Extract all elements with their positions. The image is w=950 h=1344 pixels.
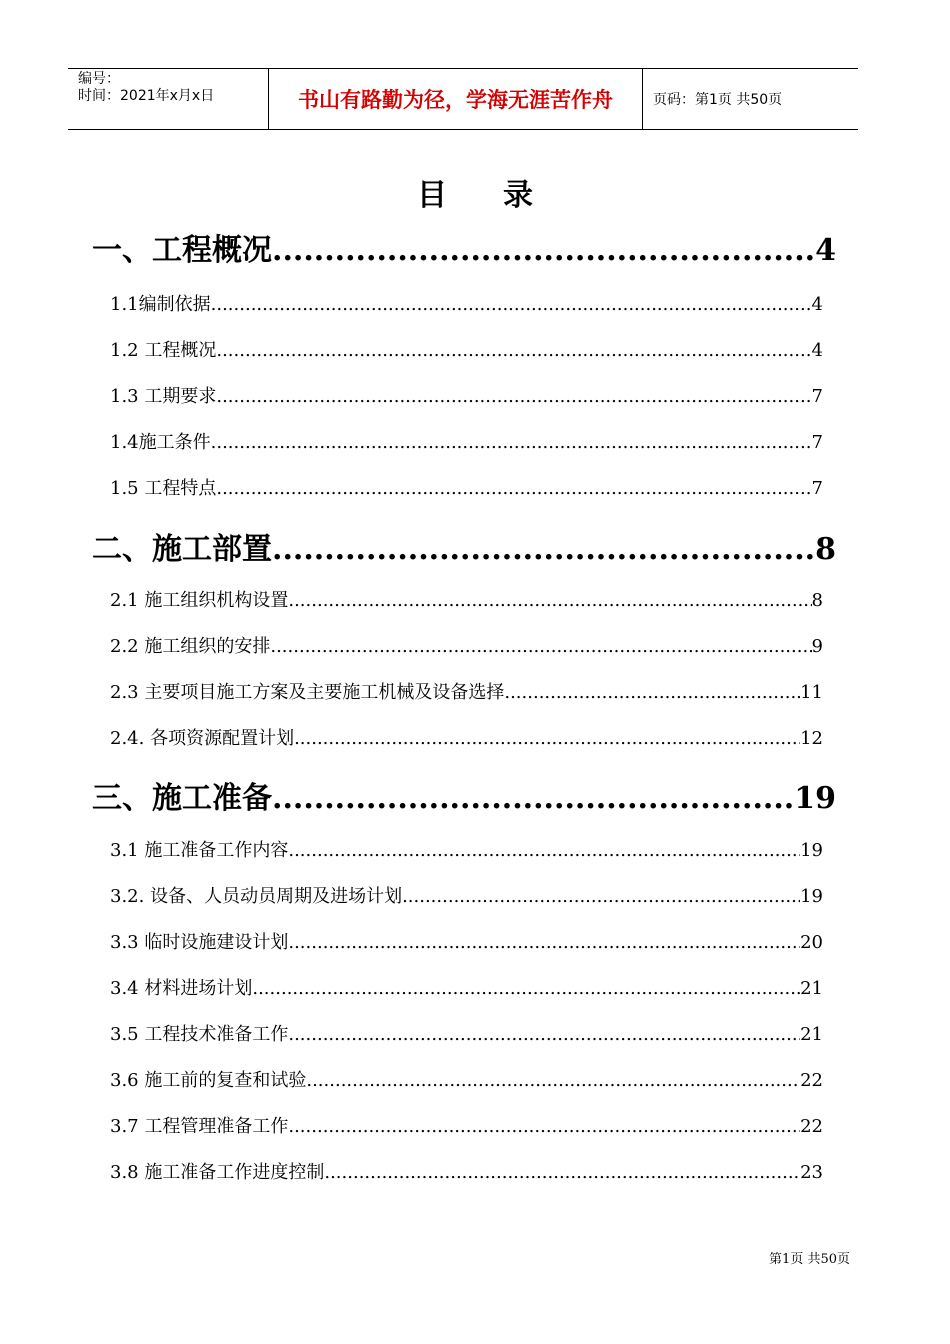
toc-entry-section[interactable] [110, 928, 823, 954]
toc-leader-dots [288, 590, 811, 611]
toc-entry-label: 2.3 主要项目施工方案及主要施工机械及设备选择 [110, 682, 505, 703]
toc-entry-page: 19 [800, 840, 823, 861]
toc-leader-dots [216, 386, 811, 407]
toc-entry-page: 21 [800, 978, 823, 999]
toc-entry-label: 3.6 施工前的复查和试验 [110, 1070, 307, 1091]
toc-entry-page: 20 [800, 932, 823, 953]
toc-leader-dots [216, 340, 811, 361]
toc-leader-dots [402, 886, 800, 907]
toc-entry-section[interactable] [110, 586, 823, 612]
toc-entry-section[interactable] [110, 1158, 823, 1184]
toc-leader-dots [324, 1162, 800, 1183]
toc-entry-label: 3.4 材料进场计划 [110, 978, 253, 999]
toc-entry-page: 22 [800, 1070, 823, 1091]
toc-entry-page: 4 [811, 294, 823, 315]
toc-entry-section[interactable] [110, 882, 823, 908]
toc-entry-label: 2.4. 各项资源配置计划 [110, 728, 295, 749]
toc-leader-dots [288, 1024, 800, 1045]
toc-entry-section[interactable] [110, 678, 823, 704]
toc-entry-section[interactable] [110, 1020, 823, 1046]
toc-leader-dots [272, 781, 794, 813]
toc-entry-page: 12 [800, 728, 823, 749]
toc-entry-label: 1.3 工期要求 [110, 386, 217, 407]
toc-entry-page: 19 [800, 886, 823, 907]
toc-leader-dots [216, 478, 811, 499]
toc-entry-page: 19 [794, 781, 836, 813]
toc-leader-dots [272, 532, 815, 564]
toc-leader-dots [272, 233, 815, 265]
toc-entry-label: 一、工程概况 [92, 233, 272, 265]
toc-entry-section[interactable] [110, 1066, 823, 1092]
toc-entry-label: 3.2. 设备、人员动员周期及进场计划 [110, 886, 403, 907]
toc-leader-dots [211, 432, 812, 453]
toc-entry-page: 22 [800, 1116, 823, 1137]
page-header [68, 68, 858, 130]
toc-leader-dots [211, 294, 812, 315]
toc-entry-page: 9 [811, 636, 823, 657]
toc-entry-section[interactable] [110, 632, 823, 658]
toc-leader-dots [306, 1070, 800, 1091]
toc-entry-label: 1.4施工条件 [110, 432, 211, 453]
toc-entry-page: 4 [815, 233, 836, 265]
toc-entry-section[interactable] [110, 836, 823, 862]
toc-entry-label: 1.5 工程特点 [110, 478, 217, 499]
toc-entry-section[interactable] [110, 428, 823, 454]
toc-leader-dots [288, 932, 800, 953]
toc-entry-section[interactable] [110, 382, 823, 408]
toc-entry-chapter[interactable] [92, 225, 836, 265]
toc-leader-dots [294, 728, 800, 749]
document-number-label: 编号： [78, 71, 120, 87]
toc-entry-section[interactable] [110, 290, 823, 316]
toc-entry-chapter[interactable] [92, 773, 836, 813]
page-footer: 第1页 共50页 [769, 1252, 850, 1267]
toc-entry-section[interactable] [110, 724, 823, 750]
toc-entry-label: 三、施工准备 [92, 781, 272, 813]
toc-entry-label: 1.2 工程概况 [110, 340, 217, 361]
toc-entry-label: 3.3 临时设施建设计划 [110, 932, 289, 953]
toc-title: 目录 [417, 178, 589, 213]
toc-entry-page: 21 [800, 1024, 823, 1045]
toc-entry-page: 23 [800, 1162, 823, 1183]
toc-entry-page: 4 [811, 340, 823, 361]
toc-leader-dots [288, 840, 800, 861]
header-page-info: 页码：第1页 共50页 [653, 92, 783, 108]
toc-entry-section[interactable] [110, 474, 823, 500]
toc-entry-label: 2.2 施工组织的安排 [110, 636, 271, 657]
toc-entry-page: 7 [811, 478, 823, 499]
toc-leader-dots [252, 978, 800, 999]
toc-entry-page: 7 [811, 386, 823, 407]
toc-entry-page: 7 [811, 432, 823, 453]
toc-entry-label: 3.8 施工准备工作进度控制 [110, 1162, 325, 1183]
toc-entry-page: 8 [811, 590, 823, 611]
toc-entry-section[interactable] [110, 974, 823, 1000]
toc-entry-label: 二、施工部置 [92, 532, 272, 564]
toc-entry-label: 3.7 工程管理准备工作 [110, 1116, 289, 1137]
toc-entry-chapter[interactable] [92, 524, 836, 564]
toc-entry-label: 3.5 工程技术准备工作 [110, 1024, 289, 1045]
toc-leader-dots [504, 682, 800, 703]
toc-entry-label: 3.1 施工准备工作内容 [110, 840, 289, 861]
toc-entry-label: 1.1编制依据 [110, 294, 211, 315]
toc-leader-dots [270, 636, 811, 657]
header-motto: 书山有路勤为径，学海无涯苦作舟 [269, 69, 643, 129]
toc-entry-page: 8 [815, 532, 836, 564]
toc-entry-label: 2.1 施工组织机构设置 [110, 590, 289, 611]
toc-leader-dots [288, 1116, 800, 1137]
toc-entry-section[interactable] [110, 1112, 823, 1138]
toc-entry-page: 11 [800, 682, 823, 703]
header-meta [68, 69, 269, 129]
toc-entry-section[interactable] [110, 336, 823, 362]
document-time-label: 时间：2021年x月x日 [78, 88, 215, 104]
